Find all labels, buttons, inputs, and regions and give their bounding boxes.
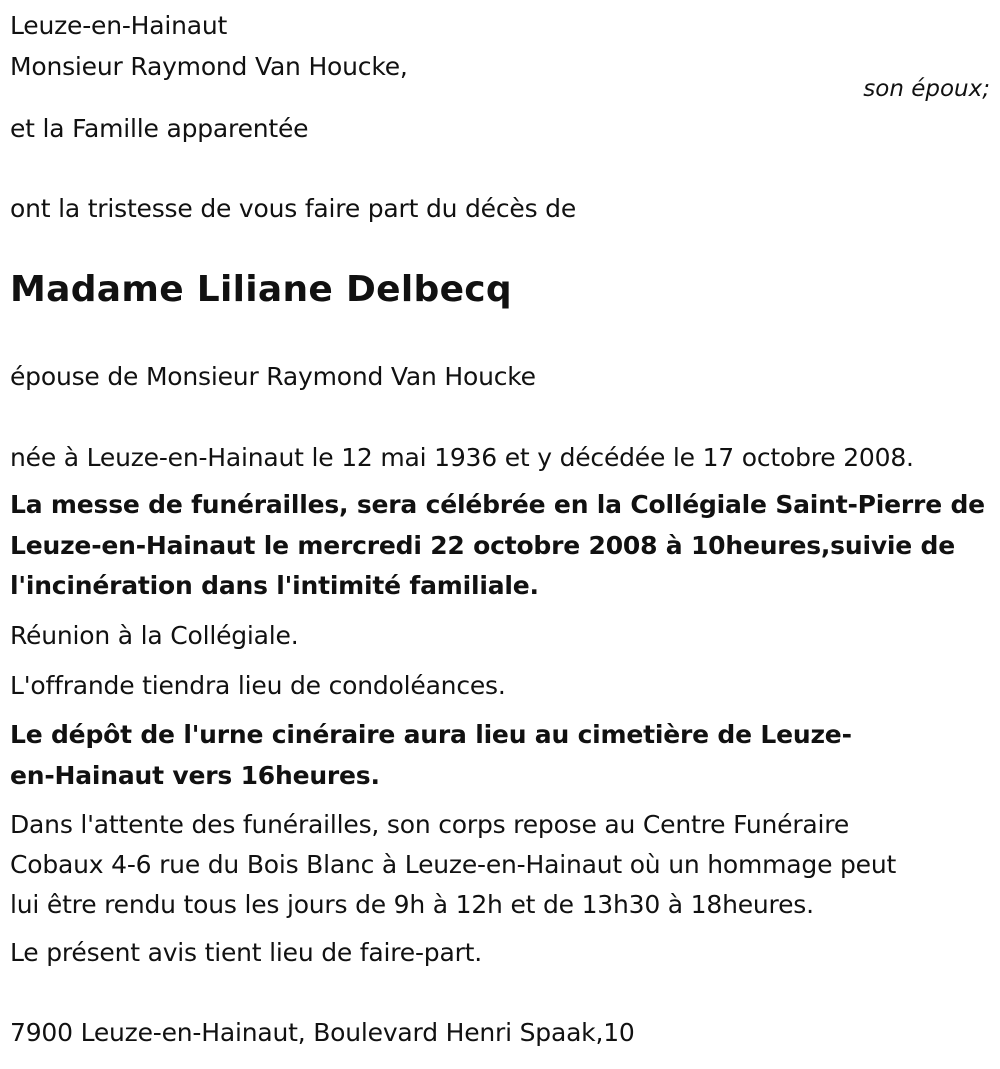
deceased-relation: épouse de Monsieur Raymond Van Houcke <box>10 362 536 391</box>
header-location: Leuze-en-Hainaut <box>10 11 228 40</box>
funeral-line-2: Leuze-en-Hainaut le mercredi 22 octobre 2008 à 10heures,suivie de <box>10 531 955 560</box>
urn-line-2: en-Hainaut vers 16heures. <box>10 761 380 790</box>
announcement-text: ont la tristesse de vous faire part du décès de <box>10 194 577 223</box>
viewing-line-2: Cobaux 4-6 rue du Bois Blanc à Leuze-en-Hainaut où un hommage peut <box>10 850 897 879</box>
deceased-name: Madame Liliane Delbecq <box>10 269 513 310</box>
offering-text: L'offrande tiendra lieu de condoléances. <box>10 671 506 700</box>
address-text: 7900 Leuze-en-Hainaut, Boulevard Henri Spaak,10 <box>10 1018 635 1047</box>
funeral-line-1: La messe de funérailles, sera célébrée en la Collégiale Saint-Pierre de <box>10 490 985 519</box>
header-spouse: Monsieur Raymond Van Houcke, <box>10 52 408 81</box>
header-family: et la Famille apparentée <box>10 114 309 143</box>
header-spouse-role: son époux; <box>863 76 990 102</box>
meeting-text: Réunion à la Collégiale. <box>10 621 299 650</box>
funeral-line-3: l'incinération dans l'intimité familiale. <box>10 571 539 600</box>
viewing-line-3: lui être rendu tous les jours de 9h à 12h et de 13h30 à 18heures. <box>10 890 814 919</box>
deceased-birth-death: née à Leuze-en-Hainaut le 12 mai 1936 et y décédée le 17 octobre 2008. <box>10 443 914 472</box>
notice-text: Le présent avis tient lieu de faire-part. <box>10 938 483 967</box>
urn-line-1: Le dépôt de l'urne cinéraire aura lieu au cimetière de Leuze- <box>10 720 852 749</box>
viewing-line-1: Dans l'attente des funérailles, son corps repose au Centre Funéraire <box>10 810 850 839</box>
